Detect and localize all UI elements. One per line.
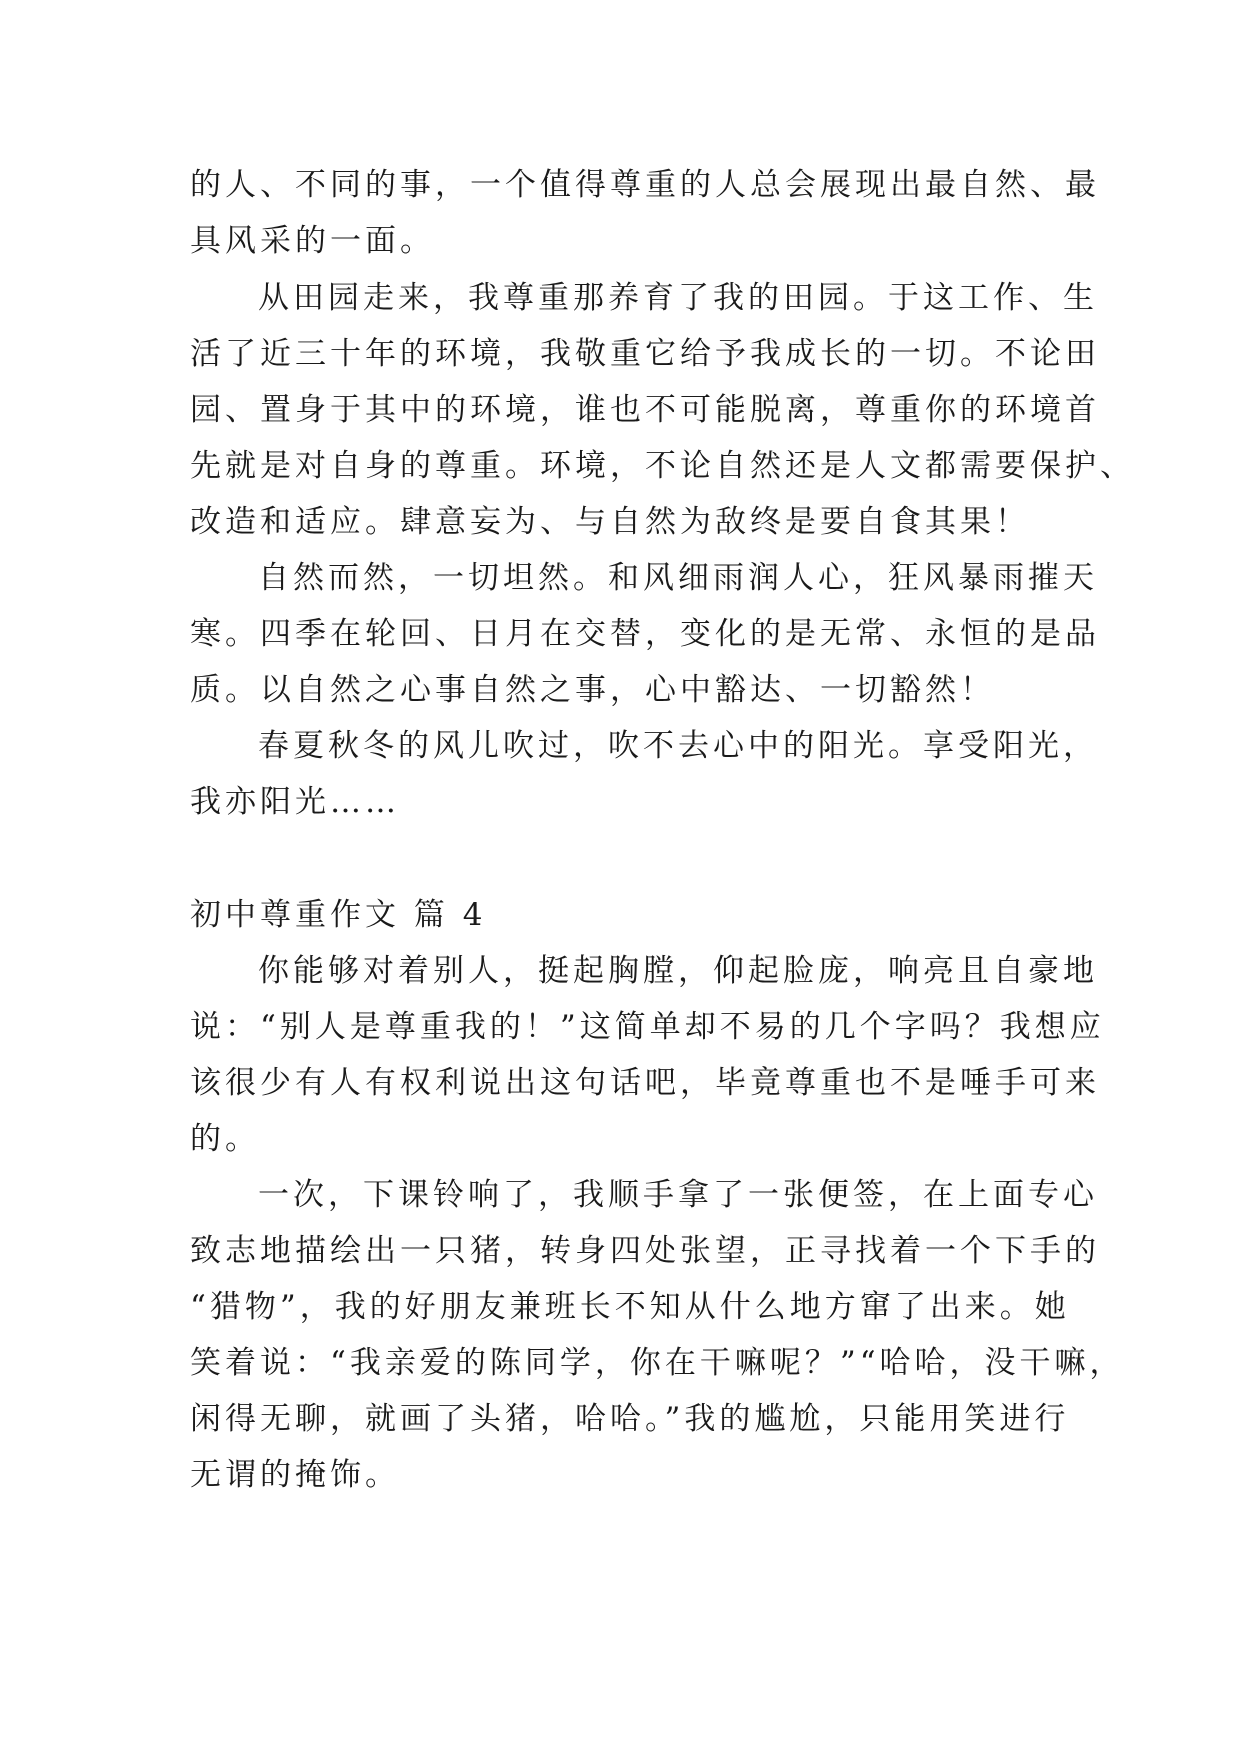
paragraph-line: 我亦阳光…… (190, 784, 400, 820)
paragraph-line: 笑着说：“我亲爱的陈同学，你在干嘛呢？”“哈哈，没干嘛， (190, 1345, 1125, 1381)
paragraph-line: 春夏秋冬的风儿吹过，吹不去心中的阳光。享受阳光， (258, 728, 1098, 764)
section-heading: 初中尊重作文 篇 4 (190, 897, 487, 933)
paragraph-line: 该很少有人有权利说出这句话吧，毕竟尊重也不是唾手可来 (190, 1065, 1100, 1101)
paragraph-line: 一次，下课铃响了，我顺手拿了一张便签，在上面专心 (258, 1177, 1098, 1213)
paragraph-line: 从田园走来，我尊重那养育了我的田园。于这工作、生 (258, 280, 1098, 316)
paragraph-line: 改造和适应。肆意妄为、与自然为敌终是要自食其果！ (190, 504, 1030, 540)
paragraph-line: “猎物”，我的好朋友兼班长不知从什么地方窜了出来。她 (190, 1289, 1070, 1325)
paragraph-line: 质。以自然之心事自然之事，心中豁达、一切豁然！ (190, 672, 995, 708)
paragraph-line: 自然而然，一切坦然。和风细雨润人心，狂风暴雨摧天 (258, 560, 1098, 596)
paragraph-line: 闲得无聊，就画了头猪，哈哈。”我的尴尬，只能用笑进行 (190, 1401, 1070, 1437)
paragraph-line: 寒。四季在轮回、日月在交替，变化的是无常、永恒的是品 (190, 616, 1100, 652)
paragraph-line: 具风采的一面。 (190, 223, 435, 259)
paragraph-line: 园、置身于其中的环境，谁也不可能脱离，尊重你的环境首 (190, 392, 1100, 428)
paragraph-line: 无谓的掩饰。 (190, 1457, 400, 1493)
paragraph-line: 说：“别人是尊重我的！”这简单却不易的几个字吗？我想应 (190, 1009, 1105, 1045)
paragraph-line: 的。 (190, 1121, 260, 1157)
paragraph-line: 先就是对自身的尊重。环境，不论自然还是人文都需要保护、 (190, 448, 1135, 484)
paragraph-line: 你能够对着别人，挺起胸膛，仰起脸庞，响亮且自豪地 (258, 953, 1098, 989)
paragraph-line: 的人、不同的事，一个值得尊重的人总会展现出最自然、最 (190, 167, 1100, 203)
paragraph-line: 致志地描绘出一只猪，转身四处张望，正寻找着一个下手的 (190, 1233, 1100, 1269)
paragraph-line: 活了近三十年的环境，我敬重它给予我成长的一切。不论田 (190, 336, 1100, 372)
